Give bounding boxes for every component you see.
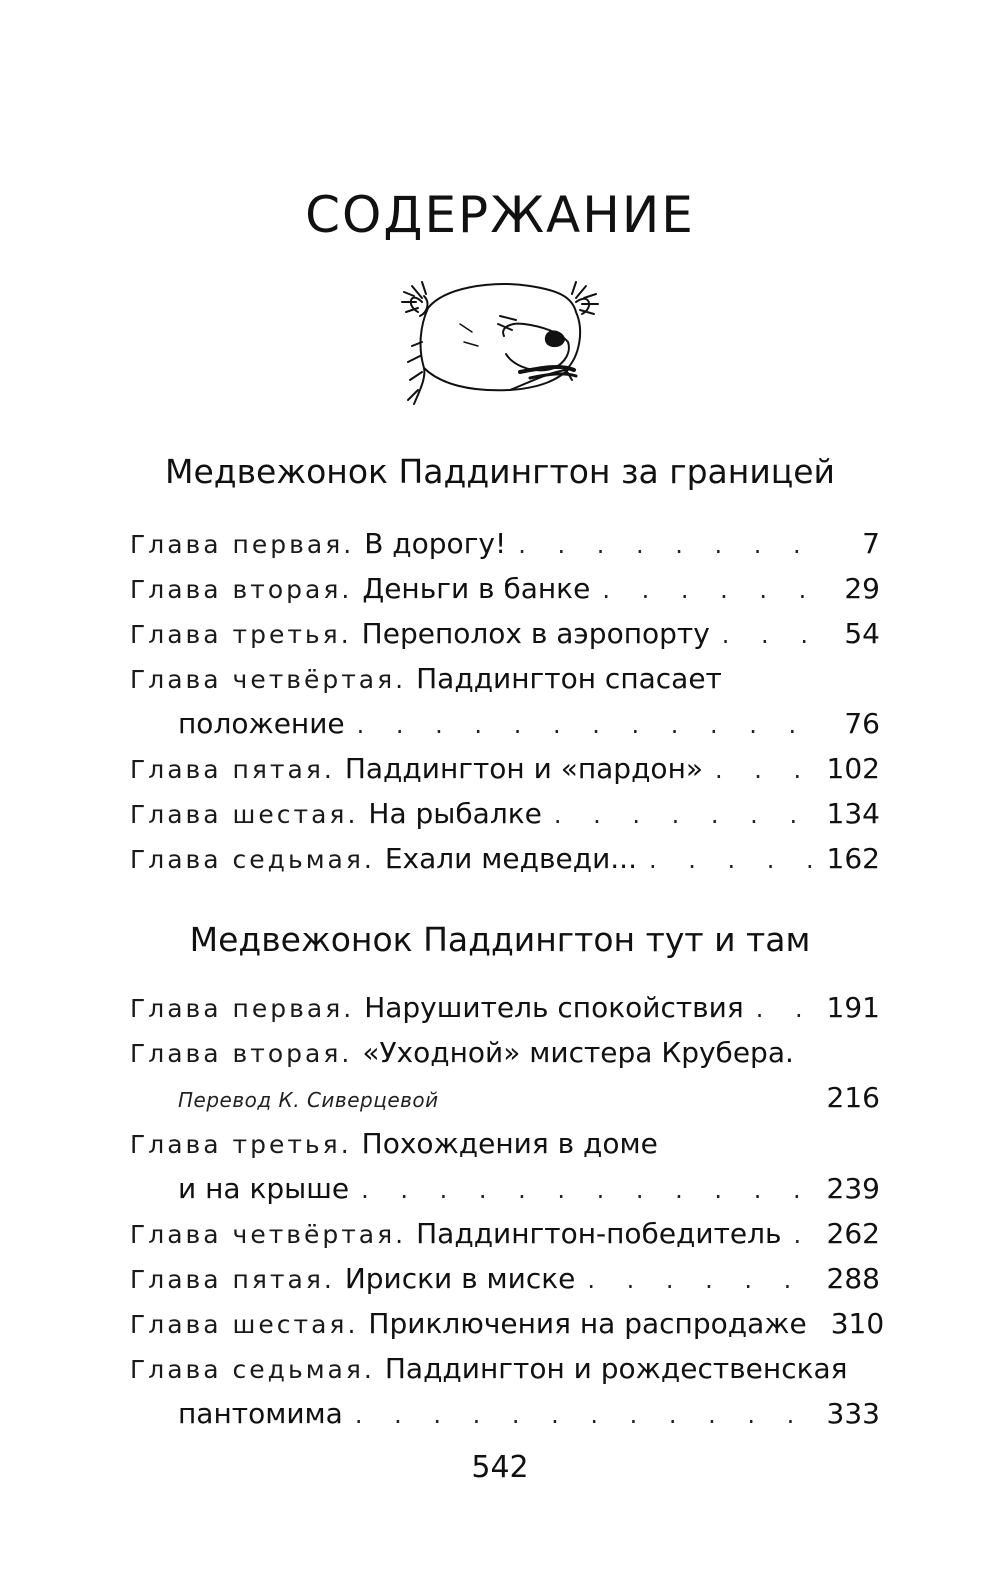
page-number: 262 xyxy=(826,1217,880,1250)
chapter-label: Глава шестая. xyxy=(130,1310,359,1339)
chapter-label: Глава первая. xyxy=(130,530,355,559)
chapter-title: Переполох в аэропорту xyxy=(361,617,710,650)
dot-leader xyxy=(357,703,824,747)
chapter-title: Ехали медведи... xyxy=(384,842,637,875)
dot-leader xyxy=(602,568,824,612)
page-title: СОДЕРЖАНИЕ xyxy=(305,186,695,244)
bear-head-illustration xyxy=(400,272,600,412)
page-number: 102 xyxy=(826,752,880,785)
section-title: Медвежонок Паддингтон за границей xyxy=(165,452,835,491)
chapter-title: Приключения на распродаже xyxy=(368,1307,807,1340)
dot-leader xyxy=(722,613,824,657)
dot-leader xyxy=(518,523,824,567)
chapter-title: Паддингтон спасает xyxy=(416,662,722,695)
page-number: 216 xyxy=(826,1081,880,1114)
chapter-title-continued: положение xyxy=(178,707,345,740)
toc-entry xyxy=(130,1122,880,1212)
chapter-title: Деньги в банке xyxy=(362,572,591,605)
chapter-title: В дорогу! xyxy=(364,527,507,560)
chapter-title: Ириски в миске xyxy=(344,1262,576,1295)
chapter-label: Глава шестая. xyxy=(130,800,359,829)
dot-leader xyxy=(587,1258,814,1302)
dot-leader xyxy=(649,838,815,882)
toc-entry xyxy=(130,657,880,747)
chapter-title: «Уходной» мистера Крубера. xyxy=(362,1036,794,1069)
dot-leader xyxy=(355,1393,815,1437)
page-number: 76 xyxy=(844,707,880,740)
page-number: 333 xyxy=(826,1397,880,1430)
dot-leader xyxy=(554,793,815,837)
chapter-label: Глава вторая. xyxy=(130,575,353,604)
dot-leader xyxy=(715,748,815,792)
chapter-title: Паддингтон-победитель xyxy=(416,1217,782,1250)
page-number: 162 xyxy=(826,842,880,875)
translator-note: Перевод К. Сиверцевой xyxy=(178,1088,439,1112)
chapter-title-continued: и на крыше xyxy=(178,1172,350,1205)
page-number: 54 xyxy=(844,617,880,650)
page-number: 191 xyxy=(826,991,880,1024)
toc-entry xyxy=(130,986,880,1031)
page-number: 288 xyxy=(826,1262,880,1295)
dot-leader xyxy=(361,1168,814,1212)
chapter-title-continued: пантомима xyxy=(178,1397,343,1430)
section-title: Медвежонок Паддингтон тут и там xyxy=(189,920,811,959)
chapter-label: Глава четвёртая. xyxy=(130,1220,407,1249)
chapter-title: На рыбалке xyxy=(368,797,542,830)
toc-entry xyxy=(130,792,880,837)
folio-page-number: 542 xyxy=(471,1450,529,1485)
chapter-title: Паддингтон и «пардон» xyxy=(344,752,704,785)
chapter-label: Глава первая. xyxy=(130,994,355,1023)
toc-entry xyxy=(130,1257,880,1302)
chapter-label: Глава вторая. xyxy=(130,1039,353,1068)
toc-entry xyxy=(130,567,880,612)
chapter-title: Паддингтон и рождественская xyxy=(384,1352,848,1385)
page-number: 134 xyxy=(826,797,880,830)
chapter-label: Глава седьмая. xyxy=(130,845,375,874)
chapter-label: Глава четвёртая. xyxy=(130,665,407,694)
page-number: 310 xyxy=(830,1307,885,1340)
chapter-label: Глава пятая. xyxy=(130,1265,335,1294)
table-of-contents-section-2 xyxy=(130,986,885,1437)
table-of-contents-section-1 xyxy=(130,522,880,882)
toc-entry xyxy=(130,1212,880,1257)
chapter-label: Глава третья. xyxy=(130,1130,352,1159)
page-number: 7 xyxy=(862,527,880,560)
chapter-label: Глава седьмая. xyxy=(130,1355,375,1384)
chapter-title: Нарушитель спокойствия xyxy=(364,991,744,1024)
toc-entry xyxy=(130,747,880,792)
dot-leader xyxy=(794,1213,815,1257)
page-number: 239 xyxy=(826,1172,880,1205)
chapter-title: Похождения в доме xyxy=(361,1127,658,1160)
toc-entry xyxy=(130,1302,885,1347)
chapter-label: Глава пятая. xyxy=(130,755,335,784)
toc-entry xyxy=(130,1031,880,1122)
page-number: 29 xyxy=(844,572,880,605)
dot-leader xyxy=(756,987,815,1031)
toc-entry xyxy=(130,612,880,657)
toc-entry xyxy=(130,837,880,882)
chapter-label: Глава третья. xyxy=(130,620,352,649)
toc-entry xyxy=(130,522,880,567)
toc-entry xyxy=(130,1347,880,1437)
